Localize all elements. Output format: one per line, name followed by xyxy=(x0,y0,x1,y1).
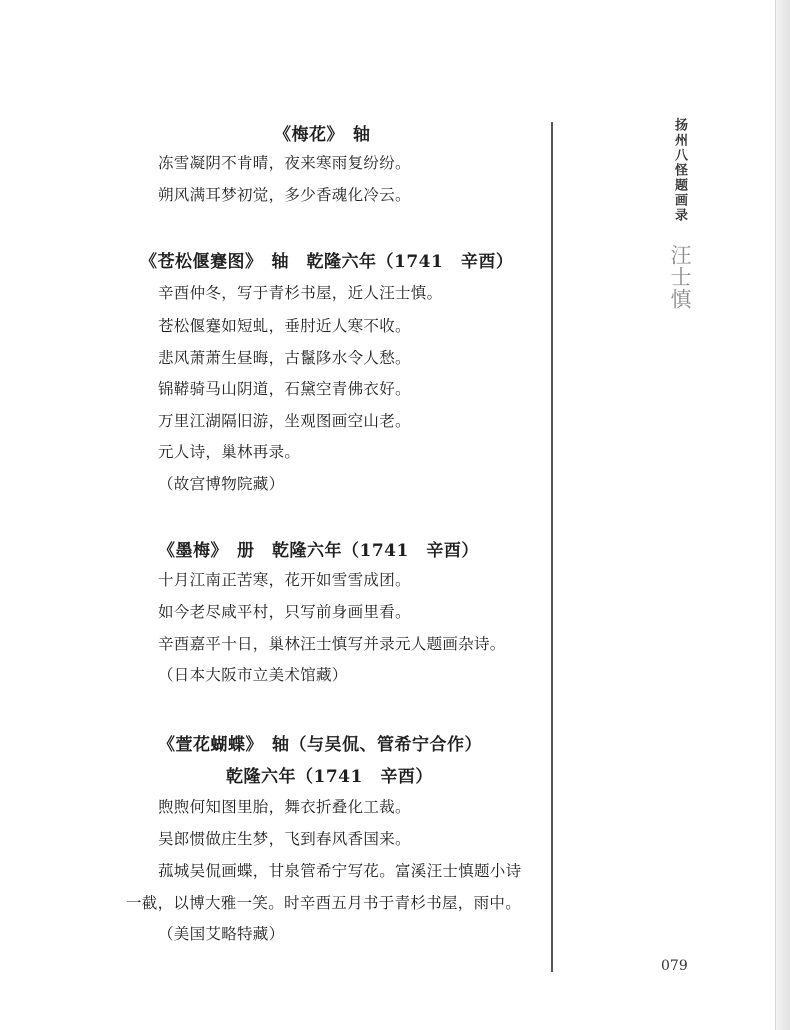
vertical-divider xyxy=(551,122,553,972)
section-subtitle: 乾隆六年（1741 辛酉） xyxy=(226,767,433,787)
text-line: 菰城吴侃画蝶，甘泉管希宁写花。富溪汪士慎题小诗 xyxy=(158,862,522,880)
collection-note: （美国艾略特藏） xyxy=(158,925,285,943)
text-line: 苍松偃蹇如短虬，垂肘近人寒不收。 xyxy=(158,317,411,335)
section-title: 《萱花蝴蝶》 轴（与吴侃、管希宁合作） xyxy=(158,735,482,755)
page-edge xyxy=(775,0,790,1030)
page-number: 079 xyxy=(661,958,688,974)
collection-note: （故宫博物院藏） xyxy=(158,475,285,493)
author-name: 汪士慎 xyxy=(668,244,692,310)
text-line: 一截，以博大雅一笑。时辛酉五月书于青杉书屋，雨中。 xyxy=(126,894,522,912)
section-title: 《苍松偃蹇图》 轴 乾隆六年（1741 辛酉） xyxy=(140,252,514,272)
section-title: 《墨梅》 册 乾隆六年（1741 辛酉） xyxy=(158,541,479,561)
series-title: 扬州八怪题画录 xyxy=(672,118,687,223)
text-line: 十月江南正苦寒，花开如雪雪成团。 xyxy=(158,571,411,589)
text-line: 朔风满耳梦初觉，多少香魂化冷云。 xyxy=(158,186,411,204)
text-line: 万里江湖隔旧游，坐观图画空山老。 xyxy=(158,412,411,430)
collection-note: （日本大阪市立美术馆藏） xyxy=(158,666,348,684)
text-line: 如今老尽咸平村，只写前身画里看。 xyxy=(158,603,411,621)
text-line: 吴郎惯做庄生梦，飞到春风香国来。 xyxy=(158,830,411,848)
text-line: 辛酉仲冬，写于青杉书屋，近人汪士慎。 xyxy=(158,284,443,302)
text-line: 锦鞯骑马山阴道，石黛空青佛衣好。 xyxy=(158,380,411,398)
text-line: 辛酉嘉平十日，巢林汪士慎写并录元人题画杂诗。 xyxy=(158,635,506,653)
section-title: 《梅花》 轴 xyxy=(274,125,371,145)
text-line: 元人诗，巢林再录。 xyxy=(158,443,301,461)
text-line: 冻雪凝阴不肯晴，夜来寒雨复纷纷。 xyxy=(158,154,411,172)
text-line: 悲风萧萧生昼晦，古鬣陊水令人愁。 xyxy=(158,349,411,367)
text-line: 煦煦何知图里胎，舞衣折叠化工裁。 xyxy=(158,798,411,816)
